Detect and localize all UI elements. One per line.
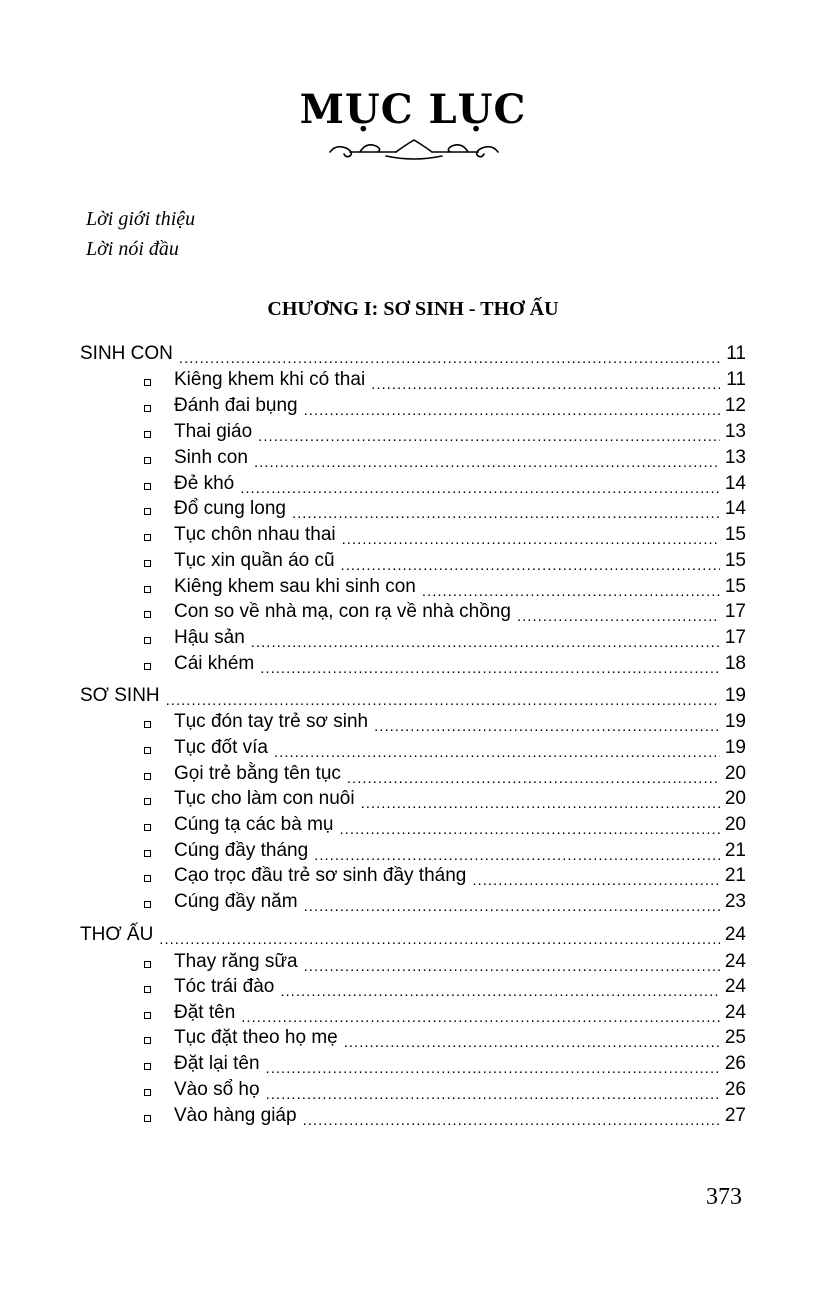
dot-leader	[361, 791, 720, 811]
page-title: MỤC LỤC	[299, 86, 527, 133]
toc-item[interactable]	[174, 392, 746, 418]
toc-item-label: Vào sổ họ	[174, 1079, 260, 1100]
dot-leader	[251, 630, 720, 650]
toc-page-ref: 24	[724, 924, 746, 945]
toc-item[interactable]	[174, 760, 746, 786]
toc-item[interactable]	[174, 734, 746, 760]
toc-section-title: THƠ ẤU	[80, 924, 154, 945]
toc-item-label: Gọi trẻ bằng tên tục	[174, 763, 341, 784]
dot-leader	[342, 527, 720, 547]
toc-page-ref: 20	[724, 763, 746, 784]
dot-leader	[344, 1030, 720, 1050]
square-bullet-icon	[144, 1115, 151, 1122]
dot-leader	[314, 843, 720, 863]
toc-section-title: SINH CON	[80, 343, 173, 364]
toc-item-label: Kiêng khem khi có thai	[174, 369, 366, 390]
toc-page-ref: 26	[724, 1079, 746, 1100]
dot-leader	[303, 1108, 720, 1128]
toc-page-ref: 26	[724, 1053, 746, 1074]
toc-page-ref: 11	[726, 343, 746, 364]
toc-page-ref: 17	[724, 627, 746, 648]
dot-leader	[266, 1056, 720, 1076]
toc-item-label: Thai giáo	[174, 421, 253, 442]
square-bullet-icon	[144, 483, 151, 490]
toc-page-ref: 15	[724, 576, 746, 597]
square-bullet-icon	[144, 798, 151, 805]
toc-page-ref: 19	[724, 685, 746, 706]
dot-leader	[304, 398, 720, 418]
square-bullet-icon	[144, 534, 151, 541]
square-bullet-icon	[144, 431, 151, 438]
toc-item[interactable]	[174, 624, 746, 650]
square-bullet-icon	[144, 1012, 151, 1019]
square-bullet-icon	[144, 405, 151, 412]
dot-leader	[179, 346, 720, 366]
dot-leader	[260, 656, 720, 676]
toc-page-ref: 13	[724, 447, 746, 468]
toc-page-ref: 27	[724, 1105, 746, 1126]
toc-item-label: Cúng đầy năm	[174, 891, 298, 912]
square-bullet-icon	[144, 747, 151, 754]
toc-section-title: SƠ SINH	[80, 685, 160, 706]
toc-page-ref: 15	[724, 524, 746, 545]
toc-item[interactable]	[174, 650, 746, 676]
toc-item-label: Tục đón tay trẻ sơ sinh	[174, 711, 369, 732]
dot-leader	[371, 372, 720, 392]
toc-item-label: Tóc trái đào	[174, 976, 275, 997]
dot-leader	[472, 868, 720, 888]
dot-leader	[304, 954, 720, 974]
dot-leader	[241, 1005, 720, 1025]
toc-item-label: Tục đặt theo họ mẹ	[174, 1027, 338, 1048]
toc-item-label: Tục cho làm con nuôi	[174, 788, 355, 809]
ornament-divider	[326, 136, 502, 162]
toc-page-ref: 11	[726, 369, 746, 390]
toc-page-ref: 14	[724, 498, 746, 519]
toc-page-ref: 24	[724, 951, 746, 972]
toc-item-label: Sinh con	[174, 447, 248, 468]
toc-item[interactable]	[174, 1024, 746, 1050]
toc-page-ref: 24	[724, 1002, 746, 1023]
toc-page-ref: 19	[724, 737, 746, 758]
square-bullet-icon	[144, 1063, 151, 1070]
toc-item-label: Vào hàng giáp	[174, 1105, 297, 1126]
toc-item[interactable]	[174, 418, 746, 444]
intro-link-foreword[interactable]: Lời giới thiệu	[86, 208, 196, 230]
toc-page-ref: 25	[724, 1027, 746, 1048]
dot-leader	[341, 553, 720, 573]
toc-section-so-sinh[interactable]	[80, 682, 746, 708]
toc-page-ref: 15	[724, 550, 746, 571]
dot-leader	[280, 979, 720, 999]
toc-page-ref: 21	[724, 840, 746, 861]
square-bullet-icon	[144, 824, 151, 831]
dot-leader	[517, 604, 720, 624]
square-bullet-icon	[144, 586, 151, 593]
square-bullet-icon	[144, 637, 151, 644]
toc-item[interactable]	[174, 598, 746, 624]
square-bullet-icon	[144, 379, 151, 386]
toc-item-label: Tục chôn nhau thai	[174, 524, 336, 545]
toc-item[interactable]	[174, 948, 746, 974]
toc-item-label: Tục xin quần áo cũ	[174, 550, 335, 571]
toc-item-label: Cái khém	[174, 653, 255, 674]
square-bullet-icon	[144, 961, 151, 968]
toc-item[interactable]	[174, 999, 746, 1025]
square-bullet-icon	[144, 663, 151, 670]
square-bullet-icon	[144, 560, 151, 567]
toc-item-label: Cúng tạ các bà mụ	[174, 814, 334, 835]
dot-leader	[304, 894, 720, 914]
dot-leader	[240, 476, 720, 496]
dot-leader	[254, 450, 720, 470]
toc-page-ref: 12	[724, 395, 746, 416]
toc-item[interactable]	[174, 862, 746, 888]
toc-item[interactable]	[174, 708, 746, 734]
dot-leader	[166, 688, 720, 708]
square-bullet-icon	[144, 1089, 151, 1096]
dot-leader	[159, 927, 720, 947]
toc-item-label: Đặt lại tên	[174, 1053, 260, 1074]
dot-leader	[258, 424, 720, 444]
chapter-heading: CHƯƠNG I: SƠ SINH - THƠ ẤU	[267, 298, 559, 320]
toc-item[interactable]	[174, 573, 746, 599]
square-bullet-icon	[144, 457, 151, 464]
toc-page-ref: 13	[724, 421, 746, 442]
toc-item-label: Đánh đai bụng	[174, 395, 298, 416]
toc-page-ref: 17	[724, 601, 746, 622]
toc-item[interactable]	[174, 811, 746, 837]
dot-leader	[374, 714, 720, 734]
toc-page-ref: 20	[724, 788, 746, 809]
toc-item-label: Đặt tên	[174, 1002, 236, 1023]
toc-item-label: Cạo trọc đầu trẻ sơ sinh đầy tháng	[174, 865, 467, 886]
toc-item[interactable]	[174, 888, 746, 914]
square-bullet-icon	[144, 1037, 151, 1044]
intro-link-preface[interactable]: Lời nói đầu	[86, 238, 179, 260]
toc-item[interactable]	[174, 366, 746, 392]
toc-item-label: Hậu sản	[174, 627, 245, 648]
dot-leader	[422, 579, 720, 599]
toc-section-sinh-con[interactable]	[80, 340, 746, 366]
toc-page-ref: 19	[724, 711, 746, 732]
square-bullet-icon	[144, 721, 151, 728]
toc-page-ref: 20	[724, 814, 746, 835]
toc-page-ref: 24	[724, 976, 746, 997]
toc-item[interactable]	[174, 470, 746, 496]
square-bullet-icon	[144, 850, 151, 857]
dot-leader	[292, 501, 720, 521]
toc-item-label: Đổ cung long	[174, 498, 286, 519]
square-bullet-icon	[144, 611, 151, 618]
toc-item[interactable]	[174, 495, 746, 521]
toc-item-label: Cúng đầy tháng	[174, 840, 309, 861]
toc-item-label: Thay răng sữa	[174, 951, 298, 972]
square-bullet-icon	[144, 773, 151, 780]
square-bullet-icon	[144, 901, 151, 908]
toc-item-label: Con so về nhà mạ, con rạ về nhà chồng	[174, 601, 511, 622]
square-bullet-icon	[144, 986, 151, 993]
toc-item[interactable]	[174, 837, 746, 863]
toc-page-ref: 23	[724, 891, 746, 912]
toc-item[interactable]	[174, 1076, 746, 1102]
toc-item[interactable]	[174, 1102, 746, 1128]
page-number: 373	[706, 1184, 742, 1210]
toc-item-label: Kiêng khem sau khi sinh con	[174, 576, 416, 597]
toc-page-ref: 21	[724, 865, 746, 886]
toc-page-ref: 14	[724, 473, 746, 494]
toc-item[interactable]	[174, 1050, 746, 1076]
toc-section-tho-au[interactable]	[80, 921, 746, 947]
dot-leader	[266, 1082, 720, 1102]
square-bullet-icon	[144, 508, 151, 515]
toc-item-label: Tục đốt vía	[174, 737, 268, 758]
square-bullet-icon	[144, 875, 151, 882]
toc-item[interactable]	[174, 785, 746, 811]
toc-item[interactable]	[174, 973, 746, 999]
dot-leader	[339, 817, 720, 837]
toc-page-ref: 18	[724, 653, 746, 674]
toc-item[interactable]	[174, 521, 746, 547]
toc-item[interactable]	[174, 444, 746, 470]
toc-item[interactable]	[174, 547, 746, 573]
toc-item-label: Đẻ khó	[174, 473, 235, 494]
dot-leader	[347, 766, 720, 786]
dot-leader	[274, 740, 720, 760]
